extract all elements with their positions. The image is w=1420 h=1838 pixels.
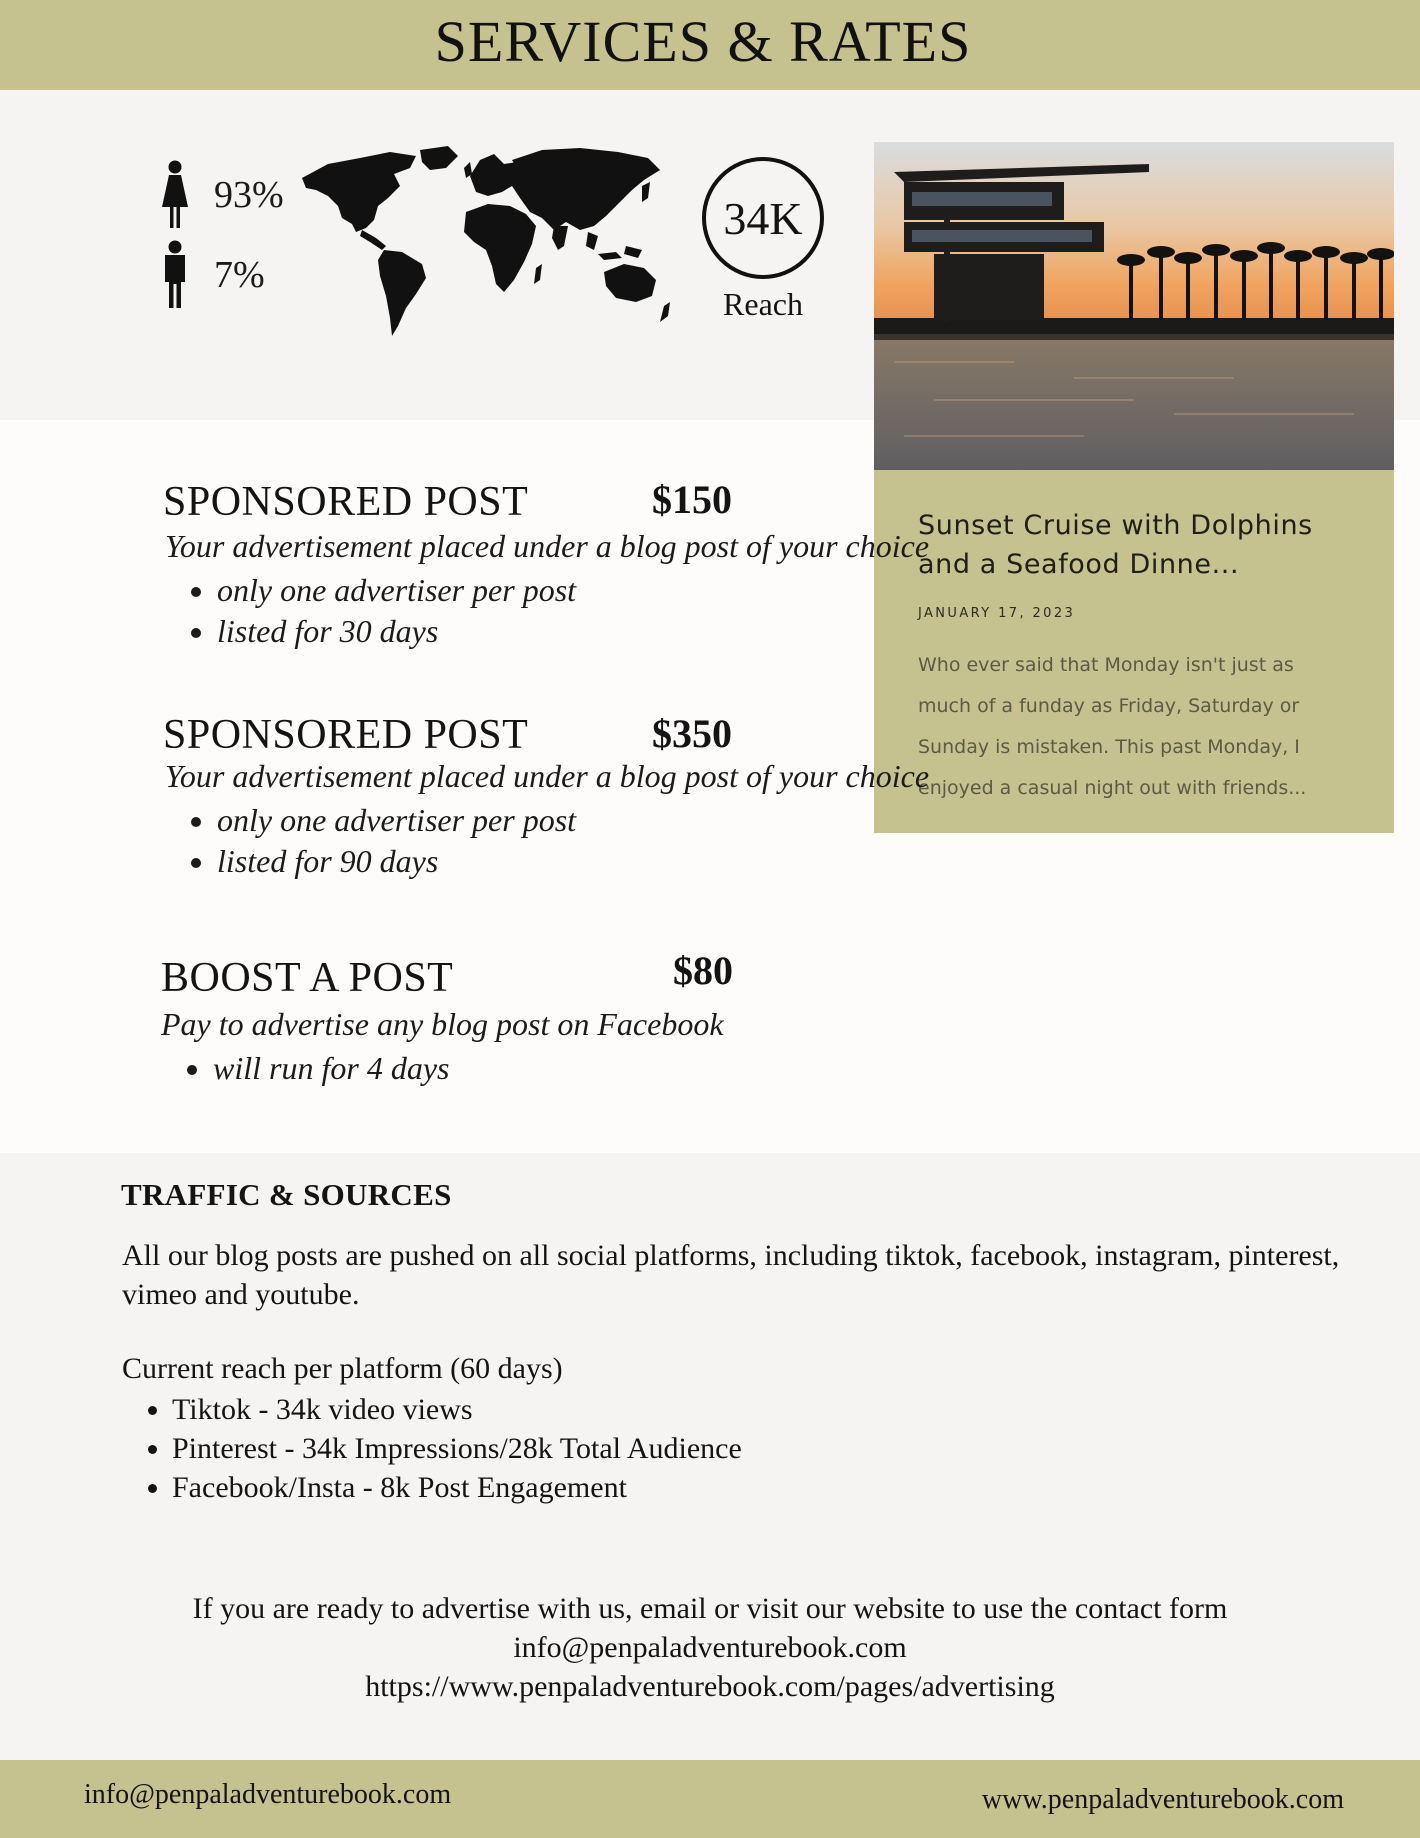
service-price: $350 xyxy=(652,711,732,756)
excerpt-line: enjoyed a casual night out with friends... xyxy=(918,777,1307,799)
blog-title-line[interactable]: Sunset Cruise with Dolphins xyxy=(918,510,1313,541)
reach-label: Reach xyxy=(723,286,803,322)
blog-title-line[interactable]: and a Seafood Dinne... xyxy=(918,549,1240,580)
service-features xyxy=(161,1048,449,1089)
blog-date: JANUARY 17, 2023 xyxy=(918,606,1076,621)
service-title: BOOST A POST xyxy=(161,955,454,1001)
service-description: Your advertisement placed under a blog post of your choice xyxy=(165,758,930,794)
feature-item: • only one advertiser per post xyxy=(217,570,576,611)
male-percentage: 7% xyxy=(214,254,265,296)
male-icon xyxy=(160,240,190,310)
reach-badge xyxy=(702,157,824,279)
feature-item: • listed for 30 days xyxy=(217,611,576,652)
cta-text: If you are ready to advertise with us, email or visit our website to use the contact form xyxy=(192,1592,1228,1625)
service-title: SPONSORED POST xyxy=(163,712,529,758)
service-features xyxy=(165,800,576,882)
contact-cta xyxy=(0,1589,1420,1706)
footer-email-link[interactable]: info@penpaladventurebook.com xyxy=(84,1779,452,1810)
cta-url-link[interactable]: https://www.penpaladventurebook.com/pages/advertising xyxy=(365,1670,1055,1703)
male-stat xyxy=(160,240,265,310)
platform-reach-heading: Current reach per platform (60 days) xyxy=(122,1352,563,1385)
platform-reach-list xyxy=(122,1390,742,1507)
blog-excerpt xyxy=(918,645,1350,809)
platform-reach-item: • Tiktok - 34k video views xyxy=(172,1390,742,1429)
blog-title[interactable] xyxy=(918,506,1350,584)
reach-value: 34K xyxy=(723,192,803,244)
excerpt-line: Sunday is mistaken. This past Monday, I xyxy=(918,736,1300,758)
page-title: SERVICES & RATES xyxy=(434,9,972,74)
traffic-description: All our blog posts are pushed on all social platforms, including tiktok, facebook, instagram, pinterest, vimeo and youtube. xyxy=(122,1239,1340,1311)
service-description: Pay to advertise any blog post on Facebook xyxy=(161,1006,724,1042)
feature-item: • listed for 90 days xyxy=(217,841,576,882)
female-percentage: 93% xyxy=(214,174,284,216)
female-icon xyxy=(160,160,190,230)
excerpt-line: Who ever said that Monday isn't just as xyxy=(918,654,1294,676)
service-description: Your advertisement placed under a blog post of your choice xyxy=(165,528,930,564)
feature-item: • only one advertiser per post xyxy=(217,800,576,841)
traffic-heading: TRAFFIC & SOURCES xyxy=(121,1177,452,1212)
blog-featured-image[interactable] xyxy=(874,142,1394,470)
excerpt-line: much of a funday as Friday, Saturday or xyxy=(918,695,1300,717)
blog-card[interactable] xyxy=(874,470,1394,833)
world-map-icon xyxy=(298,146,678,341)
service-price: $150 xyxy=(652,477,732,522)
service-price: $80 xyxy=(673,948,733,993)
service-features xyxy=(165,570,576,652)
cta-email-link[interactable]: info@penpaladventurebook.com xyxy=(513,1631,907,1664)
service-title: SPONSORED POST xyxy=(163,479,529,525)
footer-website-link[interactable]: www.penpaladventurebook.com xyxy=(981,1784,1344,1815)
platform-reach-item: • Pinterest - 34k Impressions/28k Total Audience xyxy=(172,1429,742,1468)
female-stat xyxy=(160,160,284,230)
feature-item: • will run for 4 days xyxy=(213,1048,449,1089)
platform-reach-item: • Facebook/Insta - 8k Post Engagement xyxy=(172,1468,742,1507)
